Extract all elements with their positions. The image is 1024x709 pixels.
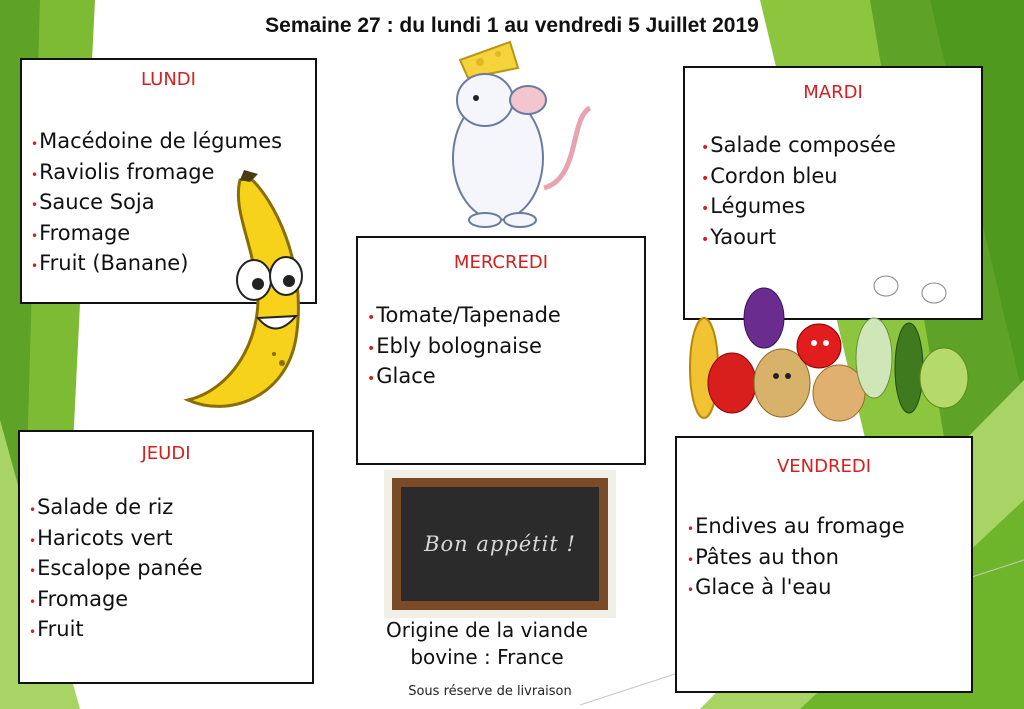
origin-line-1: Origine de la viande <box>386 618 588 642</box>
dish-item: •Pâtes au thon <box>687 544 839 569</box>
dish-item: •Ebly bolognaise <box>367 333 542 358</box>
vegetable-characters-icon <box>664 258 974 433</box>
dish-item: •Raviolis fromage <box>31 159 215 184</box>
dish-list <box>687 513 905 605</box>
day-label: JEUDI <box>141 443 191 464</box>
dish-item: •Macédoine de légumes <box>31 129 283 153</box>
day-label: LUNDI <box>141 69 196 90</box>
mouse-with-cheese-icon <box>440 38 600 238</box>
menu-week-title: Semaine 27 : du lundi 1 au vendredi 5 Juillet 2019 <box>265 14 759 37</box>
meat-origin-note <box>364 617 610 671</box>
dish-item: •Légumes <box>701 194 806 218</box>
dish-item: •Fromage <box>31 220 131 245</box>
day-label: VENDREDI <box>776 456 872 477</box>
dish-item: •Yaourt <box>701 224 777 249</box>
origin-line-2: bovine : France <box>410 645 564 669</box>
dish-list <box>367 302 561 394</box>
dish-item: •Escalope panée <box>29 556 203 580</box>
chalkboard <box>384 470 616 618</box>
dish-item: •Fruit (Banane) <box>31 251 189 275</box>
dish-item: •Glace à l'eau <box>687 575 832 599</box>
banana-mascot-icon <box>178 168 328 420</box>
dish-list <box>29 494 203 647</box>
dish-item: •Sauce Soja <box>31 190 155 214</box>
day-label: MARDI <box>803 82 863 103</box>
day-label: MERCREDI <box>453 252 549 273</box>
day-card-vendredi <box>675 436 973 693</box>
delivery-disclaimer: Sous réserve de livraison <box>408 684 572 699</box>
dish-item: •Salade de riz <box>29 495 174 519</box>
day-card-mercredi <box>356 236 646 465</box>
day-card-jeudi <box>18 430 314 684</box>
chalkboard-surface <box>392 478 608 610</box>
dish-item: •Haricots vert <box>29 525 173 550</box>
dish-item: •Cordon bleu <box>701 163 838 188</box>
dish-list <box>701 132 896 254</box>
dish-item: •Fromage <box>29 586 129 611</box>
dish-item: •Glace <box>367 364 436 388</box>
chalkboard-text: Bon appétit ! <box>424 532 576 556</box>
dish-item: •Tomate/Tapenade <box>367 303 561 327</box>
dish-item: •Salade composée <box>701 133 896 157</box>
dish-item: •Endives au fromage <box>687 514 905 538</box>
dish-item: •Fruit <box>29 617 84 641</box>
